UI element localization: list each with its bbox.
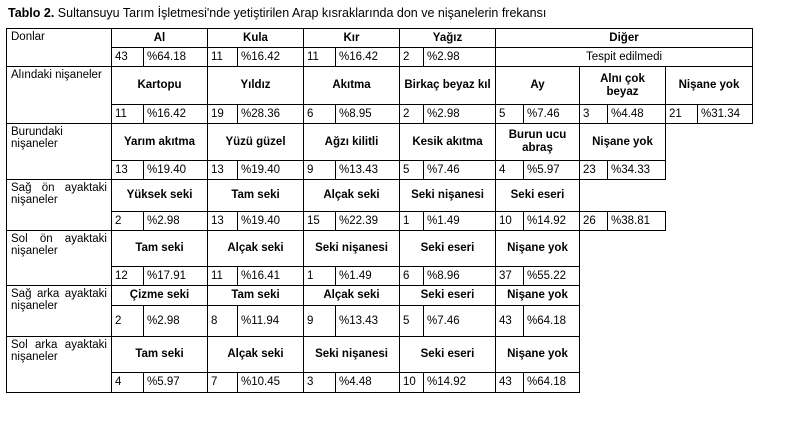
header-cell: Kesik akıtma: [400, 124, 496, 161]
header-cell: Tam seki: [112, 337, 208, 373]
percent-cell: %16.42: [238, 48, 304, 67]
table-row: [7, 161, 753, 180]
count-cell: 10: [496, 212, 524, 231]
percent-cell: %4.48: [608, 105, 666, 124]
empty-cell: [666, 212, 753, 231]
header-cell: Seki eseri: [496, 180, 580, 212]
header-cell: Tam seki: [208, 286, 304, 306]
caption-label: Tablo 2.: [8, 6, 55, 20]
percent-cell: %64.18: [144, 48, 208, 67]
percent-cell: %64.18: [524, 306, 580, 337]
percent-cell: %5.97: [144, 373, 208, 393]
row-label-alin: Alındaki nişaneler: [7, 67, 112, 124]
header-cell: Akıtma: [304, 67, 400, 105]
header-cell: Alçak seki: [304, 180, 400, 212]
table-row: [7, 67, 753, 105]
row-label-sag-on: Sağ ön ayaktaki nişaneler: [7, 180, 112, 231]
count-cell: 11: [304, 48, 336, 67]
percent-cell: %16.42: [336, 48, 400, 67]
percent-cell: %2.98: [144, 306, 208, 337]
count-cell: 10: [400, 373, 424, 393]
header-cell: Al: [112, 29, 208, 48]
table-row: [7, 105, 753, 124]
count-cell: 11: [208, 267, 238, 286]
header-cell: Nişane yok: [580, 124, 666, 161]
other-cell: Tespit edilmedi: [496, 48, 753, 67]
count-cell: 1: [304, 267, 336, 286]
count-cell: 6: [400, 267, 424, 286]
row-label-donlar: Donlar: [7, 29, 112, 67]
percent-cell: %22.39: [336, 212, 400, 231]
count-cell: 13: [112, 161, 144, 180]
count-cell: 9: [304, 306, 336, 337]
count-cell: 3: [304, 373, 336, 393]
header-cell: Tam seki: [112, 231, 208, 267]
percent-cell: %14.92: [524, 212, 580, 231]
percent-cell: %8.95: [336, 105, 400, 124]
empty-cell: [580, 231, 753, 393]
percent-cell: %7.46: [524, 105, 580, 124]
row-label-sag-arka: Sağ arka ayaktaki nişaneler: [7, 286, 112, 337]
count-cell: 8: [208, 306, 238, 337]
count-cell: 21: [666, 105, 698, 124]
header-cell: Ağzı kilitli: [304, 124, 400, 161]
row-label-burun: Burundaki nişaneler: [7, 124, 112, 180]
percent-cell: %31.34: [698, 105, 753, 124]
header-cell: Seki nişanesi: [304, 337, 400, 373]
header-cell: Kula: [208, 29, 304, 48]
percent-cell: %1.49: [336, 267, 400, 286]
header-cell: Yağız: [400, 29, 496, 48]
count-cell: 2: [112, 212, 144, 231]
header-cell: Birkaç beyaz kıl: [400, 67, 496, 105]
percent-cell: %16.42: [144, 105, 208, 124]
percent-cell: %14.92: [424, 373, 496, 393]
percent-cell: %2.98: [424, 105, 496, 124]
count-cell: 43: [496, 373, 524, 393]
header-cell: Alnı çok beyaz: [580, 67, 666, 105]
percent-cell: %13.43: [336, 161, 400, 180]
percent-cell: %7.46: [424, 161, 496, 180]
header-cell: Seki nişanesi: [400, 180, 496, 212]
count-cell: 2: [400, 105, 424, 124]
header-cell: Ay: [496, 67, 580, 105]
count-cell: 13: [208, 212, 238, 231]
header-cell: Nişane yok: [496, 231, 580, 267]
percent-cell: %11.94: [238, 306, 304, 337]
percent-cell: %4.48: [336, 373, 400, 393]
count-cell: 12: [112, 267, 144, 286]
header-cell: Tam seki: [208, 180, 304, 212]
count-cell: 3: [580, 105, 608, 124]
row-label-sol-on: Sol ön ayaktaki nişaneler: [7, 231, 112, 286]
count-cell: 5: [496, 105, 524, 124]
percent-cell: %19.40: [144, 161, 208, 180]
count-cell: 1: [400, 212, 424, 231]
header-cell: Yarım akıtma: [112, 124, 208, 161]
header-cell: Alçak seki: [304, 286, 400, 306]
count-cell: 6: [304, 105, 336, 124]
count-cell: 4: [112, 373, 144, 393]
empty-cell: [666, 124, 753, 180]
count-cell: 2: [112, 306, 144, 337]
empty-cell: [580, 180, 753, 212]
percent-cell: %38.81: [608, 212, 666, 231]
count-cell: 7: [208, 373, 238, 393]
count-cell: 5: [400, 161, 424, 180]
percent-cell: %8.96: [424, 267, 496, 286]
header-cell: Seki eseri: [400, 286, 496, 306]
header-cell: Diğer: [496, 29, 753, 48]
header-cell: Nişane yok: [496, 286, 580, 306]
header-cell: Yıldız: [208, 67, 304, 105]
count-cell: 43: [496, 306, 524, 337]
percent-cell: %16.41: [238, 267, 304, 286]
percent-cell: %13.43: [336, 306, 400, 337]
header-cell: Alçak seki: [208, 231, 304, 267]
percent-cell: %7.46: [424, 306, 496, 337]
percent-cell: %55.22: [524, 267, 580, 286]
header-cell: Seki eseri: [400, 231, 496, 267]
header-cell: Alçak seki: [208, 337, 304, 373]
header-cell: Yüzü güzel: [208, 124, 304, 161]
percent-cell: %2.98: [424, 48, 496, 67]
count-cell: 23: [580, 161, 608, 180]
count-cell: 11: [208, 48, 238, 67]
percent-cell: %64.18: [524, 373, 580, 393]
percent-cell: %5.97: [524, 161, 580, 180]
table-row: [7, 180, 753, 212]
table-caption: [8, 6, 546, 20]
header-cell: Çizme seki: [112, 286, 208, 306]
header-cell: Nişane yok: [496, 337, 580, 373]
table-row: [7, 48, 753, 67]
count-cell: 2: [400, 48, 424, 67]
header-cell: Burun ucu abraş: [496, 124, 580, 161]
count-cell: 4: [496, 161, 524, 180]
frequency-table: [6, 28, 753, 393]
count-cell: 19: [208, 105, 238, 124]
count-cell: 11: [112, 105, 144, 124]
percent-cell: %1.49: [424, 212, 496, 231]
count-cell: 43: [112, 48, 144, 67]
percent-cell: %34.33: [608, 161, 666, 180]
count-cell: 5: [400, 306, 424, 337]
header-cell: Kartopu: [112, 67, 208, 105]
caption-text: Sultansuyu Tarım İşletmesi'nde yetiştirilen Arap kısraklarında don ve nişanelerin frekansı: [54, 6, 547, 20]
percent-cell: %2.98: [144, 212, 208, 231]
header-cell: Yüksek seki: [112, 180, 208, 212]
count-cell: 13: [208, 161, 238, 180]
header-cell: Nişane yok: [666, 67, 753, 105]
table-row: [7, 231, 753, 267]
table-row: [7, 212, 753, 231]
percent-cell: %17.91: [144, 267, 208, 286]
table-row: [7, 124, 753, 161]
percent-cell: %10.45: [238, 373, 304, 393]
percent-cell: %19.40: [238, 161, 304, 180]
count-cell: 26: [580, 212, 608, 231]
row-label-sol-arka: Sol arka ayaktaki nişaneler: [7, 337, 112, 393]
percent-cell: %19.40: [238, 212, 304, 231]
count-cell: 37: [496, 267, 524, 286]
count-cell: 9: [304, 161, 336, 180]
header-cell: Kır: [304, 29, 400, 48]
table-row: [7, 29, 753, 48]
count-cell: 15: [304, 212, 336, 231]
header-cell: Seki nişanesi: [304, 231, 400, 267]
percent-cell: %28.36: [238, 105, 304, 124]
header-cell: Seki eseri: [400, 337, 496, 373]
